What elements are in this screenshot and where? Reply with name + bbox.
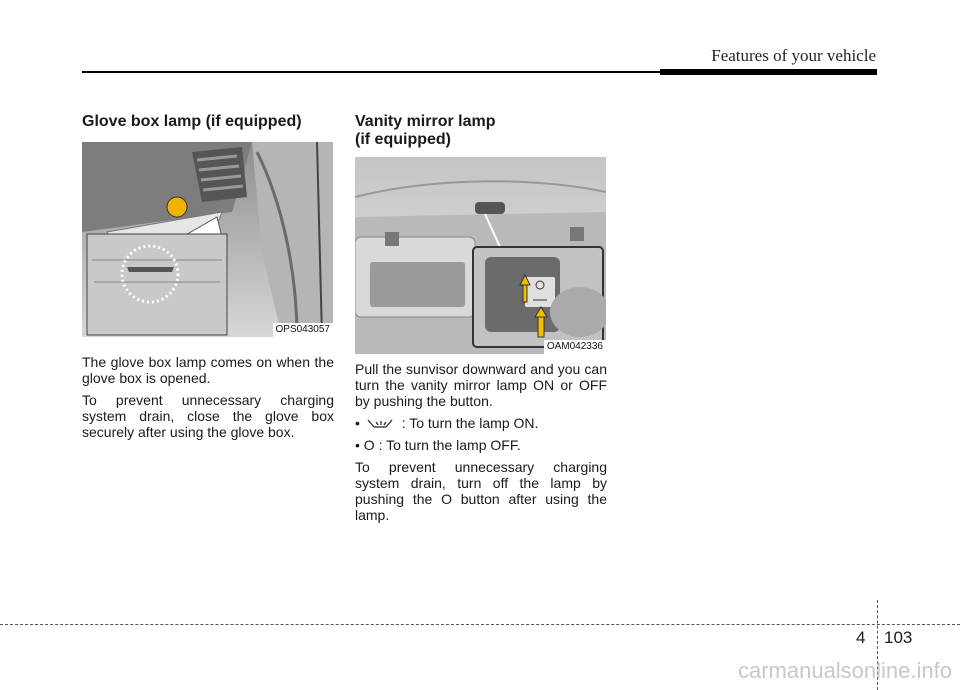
lamp-on-bullet: • : To turn the lamp ON.	[355, 415, 539, 431]
lamp-on-bullet-text: : To turn the lamp ON.	[401, 415, 539, 431]
glove-box-figure-code: OPS043057	[273, 323, 334, 337]
page-number: 103	[884, 628, 913, 647]
watermark-link[interactable]: carmanualsonline.info	[737, 658, 952, 683]
vanity-mirror-intro: Pull the sunvisor downward and you can turn the vanity mirror lamp ON or OFF by pushing the button.	[355, 361, 607, 409]
page-header-title: Features of your vehicle	[711, 46, 876, 65]
vanity-mirror-heading-line2: (if equipped)	[355, 131, 451, 148]
lamp-on-icon	[364, 418, 398, 430]
vanity-mirror-illustration	[355, 157, 606, 354]
glove-box-para-2: To prevent unnecessary charging system drain, close the glove box securely after using the glove box.	[82, 392, 334, 440]
glove-box-section	[82, 113, 334, 440]
vanity-mirror-figure-code: OAM042336	[544, 340, 606, 354]
glove-box-heading: Glove box lamp (if equipped)	[82, 113, 302, 130]
glove-box-illustration	[82, 142, 333, 337]
vanity-mirror-heading-line1: Vanity mirror lamp	[355, 113, 496, 130]
vanity-mirror-section	[355, 113, 607, 523]
lamp-off-bullet-text: O : To turn the lamp OFF.	[363, 437, 521, 453]
lamp-off-bullet: • O : To turn the lamp OFF.	[355, 437, 521, 453]
glove-box-para-1: The glove box lamp comes on when the glove box is opened.	[82, 354, 334, 386]
chapter-number: 4	[856, 628, 866, 647]
glove-box-figure	[82, 142, 333, 337]
footer-rule	[0, 624, 960, 625]
vanity-mirror-closing: To prevent unnecessary charging system drain, turn off the lamp by pushing the O button after using the lamp.	[355, 459, 607, 523]
vanity-mirror-figure	[355, 157, 606, 354]
header-rule-bold	[660, 69, 877, 75]
